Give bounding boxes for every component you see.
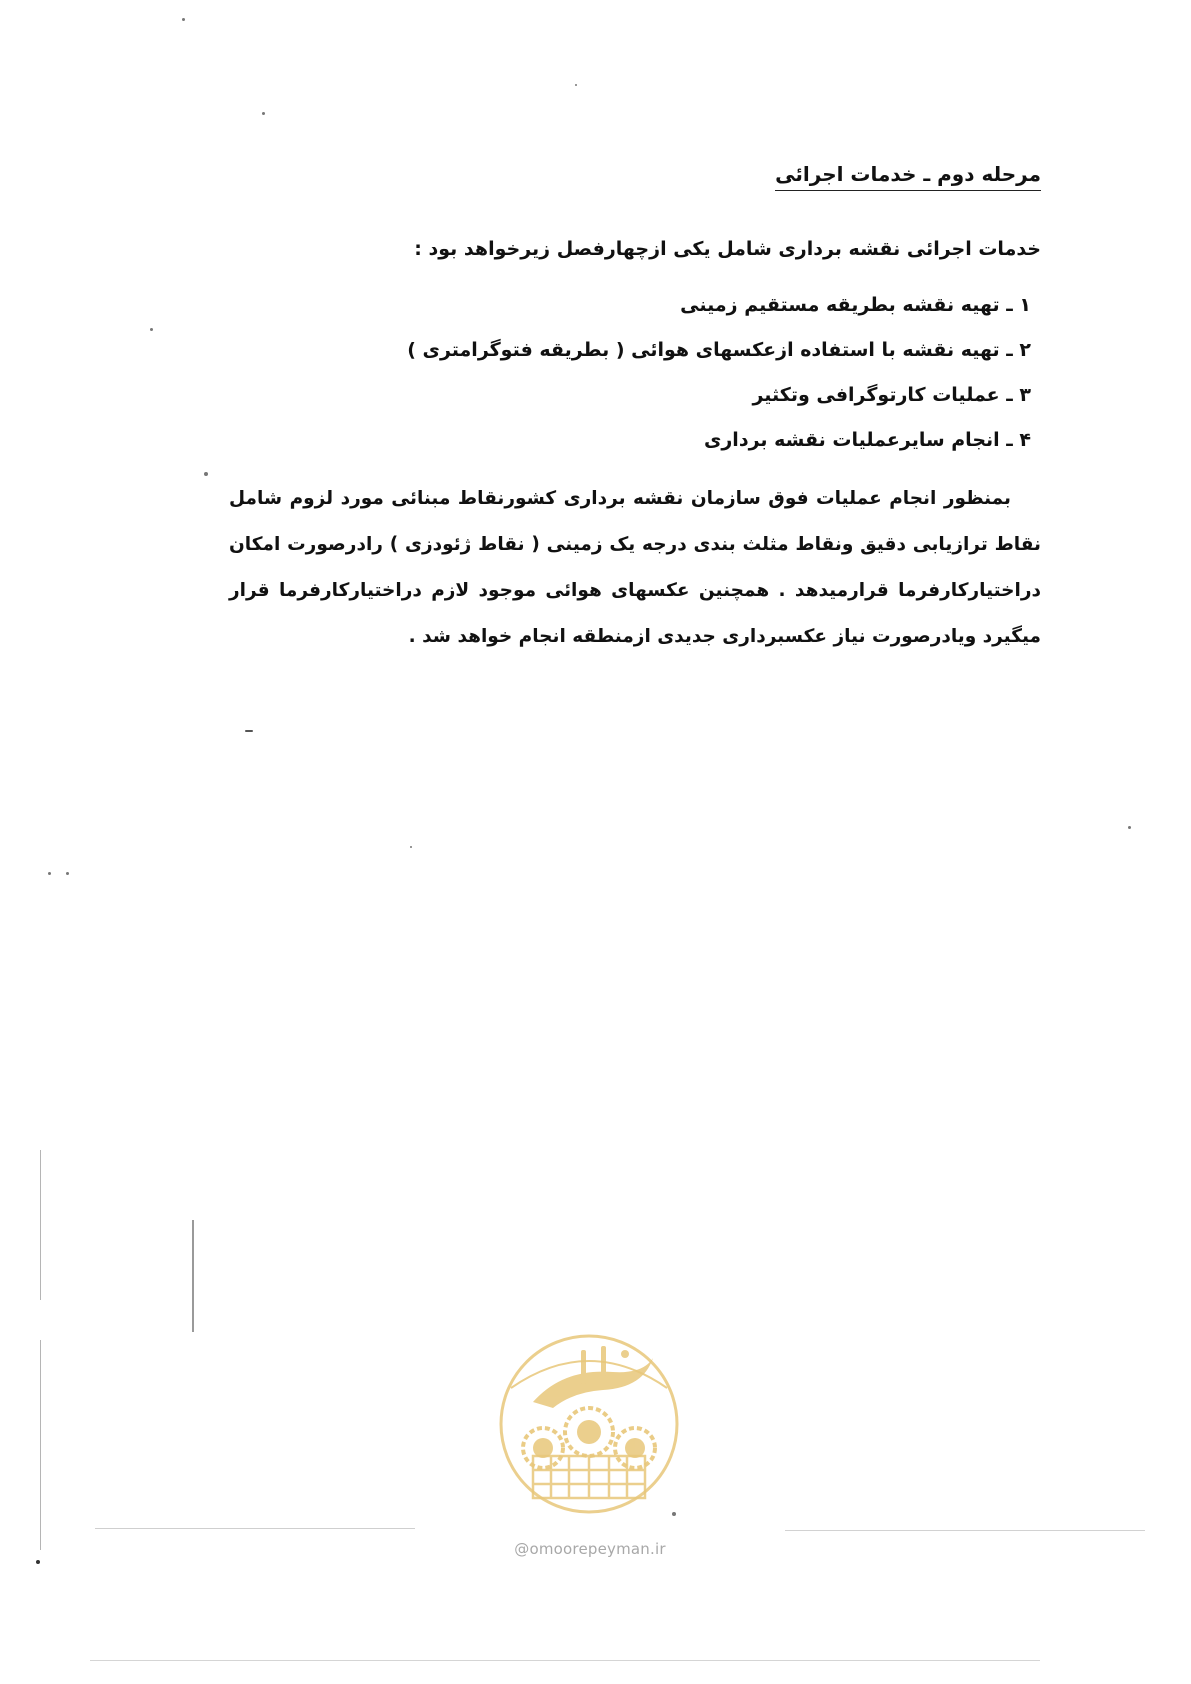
scan-speck xyxy=(204,472,208,476)
list-item: ۳ ـ عملیات کارتوگرافی وتکثیر xyxy=(752,384,1031,406)
scan-speck xyxy=(245,730,253,732)
list-item: ۱ ـ تهیه نقشه بطریقه مستقیم زمینی xyxy=(680,294,1031,316)
stamp-trace-line xyxy=(95,1528,415,1529)
list-item: ۴ ـ انجام سایرعملیات نقشه برداری xyxy=(703,429,1031,451)
scan-speck xyxy=(66,872,69,875)
scan-speck xyxy=(48,872,51,875)
services-list xyxy=(407,290,1031,470)
scan-speck xyxy=(1128,826,1131,829)
margin-scan-line xyxy=(40,1340,41,1550)
scan-speck xyxy=(410,846,412,848)
margin-scan-line xyxy=(192,1220,194,1332)
section-heading: مرحله دوم ـ خدمات اجرائی xyxy=(775,162,1041,191)
body-paragraph: بمنظور انجام عملیات فوق سازمان نقشه برداری کشورنقاط مبنائی مورد لزوم شامل نقاط ترازیابی دقیق ونقاط مثلث بندی درجه یک زمینی ( نقاط ژئودزی ) رادرصورت امکان دراختیارکارفرما قرارمیدهد . همچنین عکسهای هوائی موجود لازم دراختیارکارفرما قرار میگیرد ویادرصورت نیاز عکسبرداری جدیدی ازمنطقه انجام خواهد شد . xyxy=(229,488,1041,647)
scan-speck xyxy=(182,18,185,21)
intro-line: خدمات اجرائی نقشه برداری شامل یکی ازچهارفصل زیرخواهد بود : xyxy=(414,238,1041,260)
bottom-scan-line xyxy=(90,1660,1040,1661)
list-item: ۲ ـ تهیه نقشه با استفاده ازعکسهای هوائی ( بطریقه فتوگرامتری ) xyxy=(407,339,1031,361)
watermark-url: @omoorepeyman.ir xyxy=(514,1540,666,1558)
scan-speck xyxy=(150,328,153,331)
scan-speck xyxy=(36,1560,40,1564)
scan-speck xyxy=(262,112,265,115)
stamp-trace-line xyxy=(785,1530,1145,1531)
margin-scan-line xyxy=(40,1150,41,1300)
watermark-logo-icon xyxy=(493,1328,685,1520)
scan-speck xyxy=(575,84,577,86)
